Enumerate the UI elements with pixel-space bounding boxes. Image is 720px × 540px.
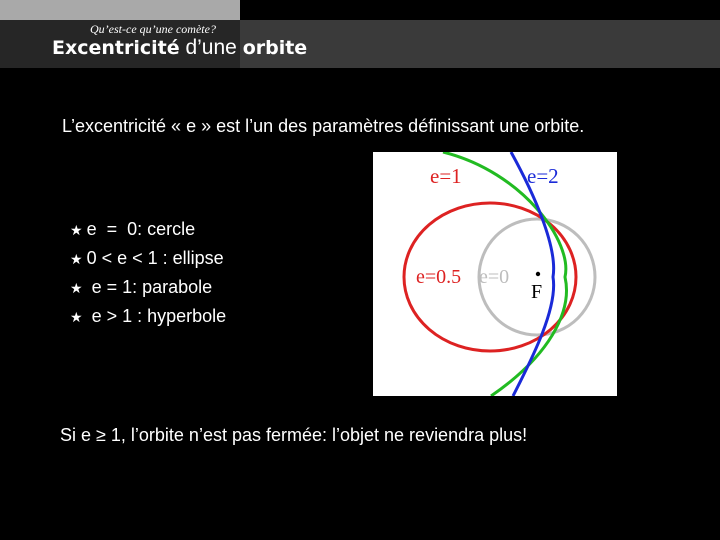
list-item-text: e = 0: cercle [86,219,196,239]
star-icon: ★ [70,251,83,267]
list-item-text: 0 < e < 1 : ellipse [86,248,224,268]
label-focus: F [531,281,543,303]
star-icon: ★ [70,222,83,238]
title-word-dune: d’une [179,36,243,59]
title-word-excentricite: Excentricité [52,37,180,59]
star-icon: ★ [70,280,83,296]
intro-text: L’excentricité « e » est l’un des paramètres définissant une orbite. [62,116,585,136]
list-item [70,302,226,331]
star-icon: ★ [70,309,83,325]
orbit-diagram-svg [373,152,617,396]
header-top-strip [0,0,240,20]
label-e0: e=0 [479,266,510,288]
focus-point [536,272,540,276]
slide-subtitle: Qu’est-ce qu’une comète? [90,22,216,36]
title-word-orbite: orbite [242,37,308,59]
list-item-text: e = 1: parabole [86,277,213,297]
label-e1: e=1 [430,164,462,188]
orbit-diagram [373,152,617,396]
list-item-text: e > 1 : hyperbole [86,306,227,326]
slide-title [52,36,307,60]
list-item [70,215,226,244]
label-e2: e=2 [527,164,559,188]
eccentricity-list [70,215,226,331]
conclusion-text: Si e ≥ 1, l’orbite n’est pas fermée: l’objet ne reviendra plus! [60,425,528,445]
label-e05: e=0.5 [416,266,462,288]
list-item [70,273,226,302]
list-item [70,244,226,273]
